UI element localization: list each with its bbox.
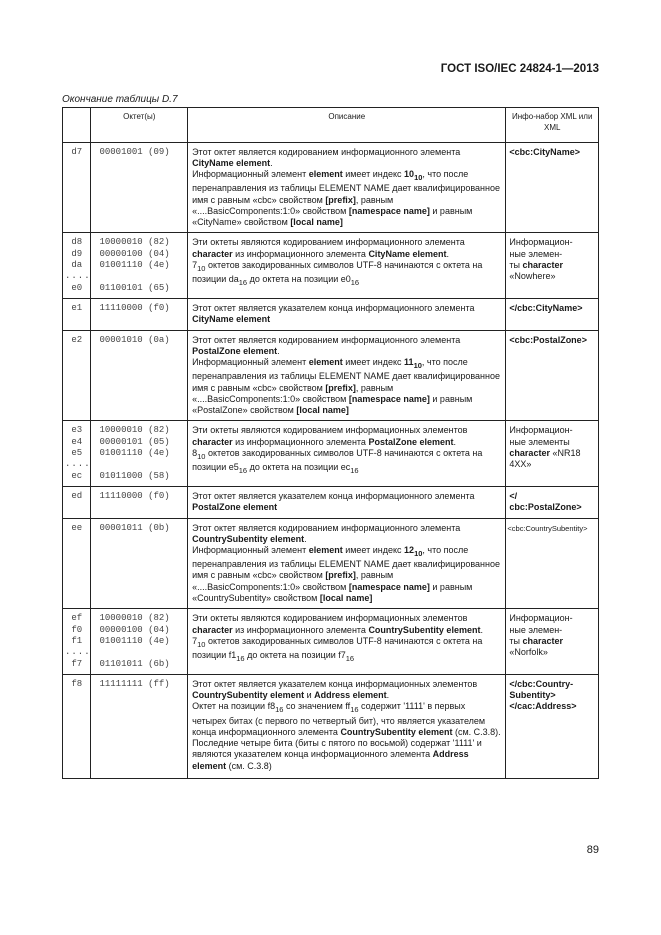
bits-cell <box>91 421 188 486</box>
bits-cell <box>91 330 188 421</box>
hex-cell <box>63 142 91 233</box>
table-row <box>63 609 599 674</box>
xml-cell: Информацион- ные элементы character «NR18 4XX» <box>506 421 599 486</box>
header-description: Описание <box>188 108 506 143</box>
bits-cell <box>91 298 188 330</box>
bits-value: 11110000 (f0) <box>99 490 170 501</box>
hex-cell <box>63 330 91 421</box>
bits-value: 00001011 (0b) <box>99 522 170 533</box>
xml-cell: Информацион- ные элемен- ты character «Norfolk» <box>506 609 599 674</box>
xml-cell <box>506 518 599 609</box>
table-header-row <box>63 108 599 143</box>
bits-spacer <box>99 271 184 282</box>
xml-cell <box>506 142 599 233</box>
bits-value: 10000010 (82) <box>99 613 170 624</box>
hex-value: ef <box>71 613 83 624</box>
hex-value: ee <box>71 522 83 533</box>
table-row <box>63 518 599 609</box>
hex-cell <box>63 233 91 298</box>
hex-value: e0 <box>71 282 83 293</box>
page-number: 89 <box>586 844 599 856</box>
hex-value: f1 <box>71 635 83 646</box>
hex-value: d9 <box>71 248 83 259</box>
bits-value: 01100101 (65) <box>99 282 170 293</box>
table-row <box>63 233 599 298</box>
bits-value: 10000010 (82) <box>99 425 170 436</box>
hex-ellipsis: .... <box>65 459 91 470</box>
xml-value: <cbc:PostalZone> <box>509 334 587 345</box>
hex-value: e4 <box>71 436 83 447</box>
hex-ellipsis: .... <box>65 647 91 658</box>
bits-value: 01001110 (4e) <box>99 448 170 459</box>
xml-cell: </cbc:Country- Subentity> </cac:Address> <box>506 674 599 778</box>
bits-cell <box>91 609 188 674</box>
xml-cell: Информацион- ные элемен- ты character «Nowhere» <box>506 233 599 298</box>
hex-ellipsis: .... <box>65 271 91 282</box>
table-row <box>63 674 599 778</box>
standard-title: ГОСТ ISO/IEC 24824-1—2013 <box>440 63 599 75</box>
description-cell: Этот октет является кодированием информационного элемента PostalZone element. Информационный элемент element имеет индекс $11_{10}$, что после перенаправления из таблицы ELEMENT NAME дает квалифицированное имя с равным «cbc» свойством [prefix], равным «....BasicComponents:1:0» свойством [namespace name] и равным «PostalZone» свойством [local name] <box>188 330 506 421</box>
bits-cell <box>91 518 188 609</box>
bits-value: 00001010 (0a) <box>99 334 170 345</box>
xml-value: </cbc:CityName> <box>509 302 583 313</box>
hex-value: d8 <box>71 237 83 248</box>
bits-value: 11110000 (f0) <box>99 302 170 313</box>
hex-cell <box>63 298 91 330</box>
hex-cell <box>63 674 91 778</box>
hex-value: ed <box>71 490 83 501</box>
bits-spacer <box>99 459 184 470</box>
description-cell: Этот октет является кодированием информационного элемента CountrySubentity element. Информационный элемент element имеет индекс $12_{10}$, что после перенаправления из таблицы ELEMENT NAME дает квалифицированное имя с равным «cbc» свойством [prefix], равным «....BasicComponents:1:0» свойством [namespace name] и равным «CountrySubentity» свойством [local name] <box>188 518 506 609</box>
bits-value: 10000010 (82) <box>99 237 170 248</box>
octet-table <box>62 107 599 779</box>
bits-value: 11111111 (ff) <box>99 678 170 689</box>
table-row <box>63 486 599 518</box>
header-octets: Октет(ы) <box>91 108 188 143</box>
bits-value: 01101011 (6b) <box>99 658 170 669</box>
bits-value: 00000101 (05) <box>99 436 170 447</box>
bits-value: 01011000 (58) <box>99 470 170 481</box>
xml-value: <cbc:CityName> <box>509 146 580 157</box>
xml-cell <box>506 298 599 330</box>
xml-cell <box>506 330 599 421</box>
header-xml: Инфо-набор XML или XML <box>506 108 599 143</box>
hex-value: e5 <box>71 448 83 459</box>
bits-cell <box>91 486 188 518</box>
bits-cell <box>91 674 188 778</box>
hex-cell <box>63 486 91 518</box>
hex-value: d7 <box>71 146 83 157</box>
hex-value: f8 <box>71 678 83 689</box>
hex-cell <box>63 518 91 609</box>
hex-value: da <box>71 260 83 271</box>
description-cell: Эти октеты являются кодированием информационных элементов character из информационного элемента CountrySubentity element. $7_{10}$ октетов закодированных символов UTF-8 начинаются с октета на позиции $f1_{16}$ до октета на позиции $f7_{16}$ <box>188 609 506 674</box>
bits-spacer <box>99 647 184 658</box>
description-cell: Этот октет является указателем конца информационного элемента PostalZone element <box>188 486 506 518</box>
hex-value: f7 <box>71 658 83 669</box>
bits-value: 00001001 (09) <box>99 146 170 157</box>
hex-value: e1 <box>71 302 83 313</box>
description-cell: Эти октеты являются кодированием информационных элементов character из информационного элемента PostalZone element. $8_{10}$ октетов закодированных символов UTF-8 начинаются с октета на позиции $e5_{16}$ до октета на позиции $ec_{16}$ <box>188 421 506 486</box>
hex-value: e3 <box>71 425 83 436</box>
bits-cell <box>91 233 188 298</box>
table-caption: Окончание таблицы D.7 <box>62 94 178 105</box>
hex-value: ec <box>71 470 83 481</box>
bits-value: 01001110 (4e) <box>99 260 170 271</box>
table-row <box>63 421 599 486</box>
hex-value: f0 <box>71 624 83 635</box>
table-row <box>63 142 599 233</box>
hex-cell <box>63 421 91 486</box>
header-index <box>63 108 91 143</box>
description-cell: Эти октеты являются кодированием информационного элемента character из информационного элемента CityName element. $7_{10}$ октетов закодированных символов UTF-8 начинаются с октета на позиции $da_{16}$ до октета на позиции $e0_{16}$ <box>188 233 506 298</box>
table-row <box>63 330 599 421</box>
bits-value: 00000100 (04) <box>99 248 170 259</box>
bits-cell <box>91 142 188 233</box>
bits-value: 00000100 (04) <box>99 624 170 635</box>
xml-value: <cbc:CountrySubentity> <box>507 523 588 533</box>
description-cell: Этот октет является кодированием информационного элемента CityName element. Информационный элемент element имеет индекс $10_{10}$, что после перенаправления из таблицы ELEMENT NAME дает квалифицированное имя с равным «cbc» свойством [prefix], равным «....BasicComponents:1:0» свойством [namespace name] и равным «CityName» свойством [local name] <box>188 142 506 233</box>
table-row <box>63 298 599 330</box>
description-cell: Этот октет является указателем конца информационного элемента CityName element <box>188 298 506 330</box>
xml-cell: </ cbc:PostalZone> <box>506 486 599 518</box>
hex-value: e2 <box>71 334 83 345</box>
bits-value: 01001110 (4e) <box>99 635 170 646</box>
hex-cell <box>63 609 91 674</box>
description-cell: Этот октет является указателем конца информационных элементов CountrySubentity element и Address element. Октет на позиции $f8_{16}$ со значением $ff_{16}$ содержит '1111' в первых четырех битах (с первого по четвертый бит), что является указателем конца информационного элемента CountrySubentity element (см. С.3.8). Последние четыре бита (биты с пятого по восьмой) содержат '1111' и являются указателем конца информационного элемента Address element (см. С.3.8) <box>188 674 506 778</box>
